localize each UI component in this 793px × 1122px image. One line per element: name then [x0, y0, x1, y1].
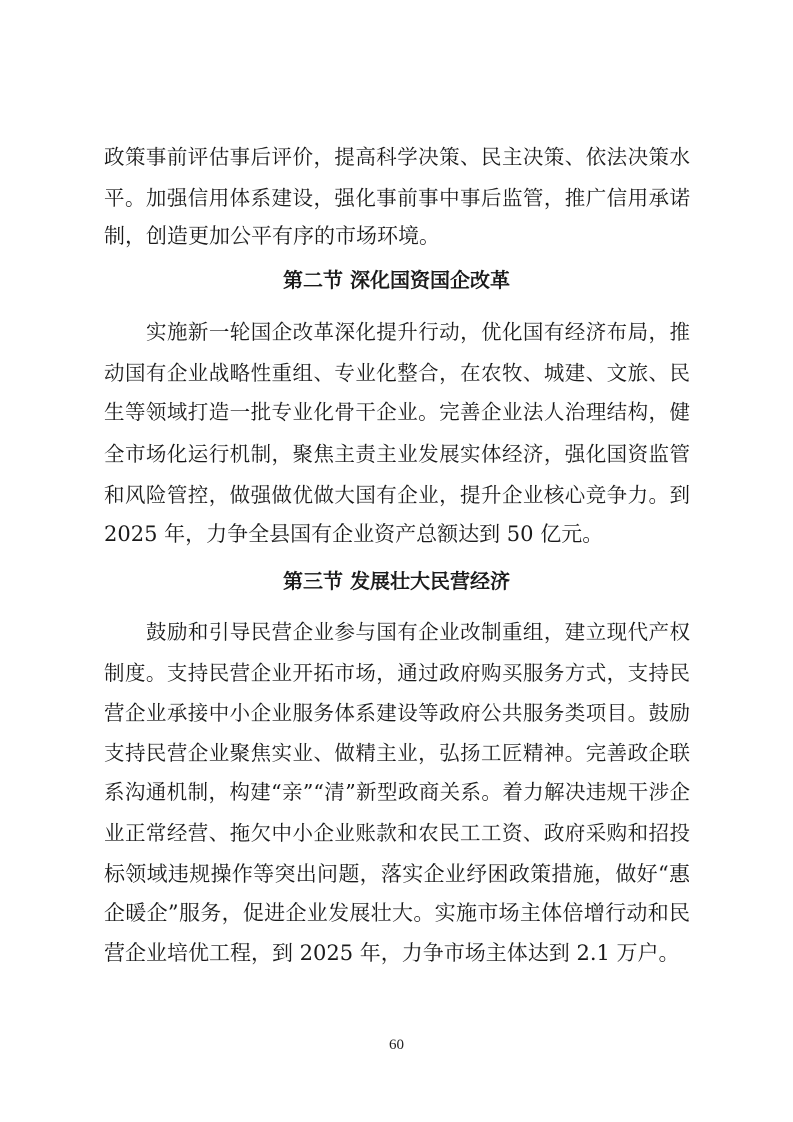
paragraph-line: 营企业承接中小企业服务体系建设等政府公共服务类项目。鼓励: [104, 701, 690, 725]
page-number: 60: [389, 1037, 404, 1053]
paragraph-line: 业正常经营、拖欠中小企业账款和农民工工资、政府采购和招投: [104, 821, 690, 845]
paragraph-line: 制度。支持民营企业开拓市场，通过政府购买服务方式，支持民: [104, 661, 690, 685]
paragraph-line: 标领域违规操作等突出问题，落实企业纾困政策措施，做好“惠: [104, 862, 690, 886]
paragraph-line: 2025 年，力争全县国有企业资产总额达到 50 亿元。: [104, 522, 604, 546]
paragraph-line: 平。加强信用体系建设，强化事前事中事后监管，推广信用承诺: [104, 186, 690, 210]
paragraph-line: 系沟通机制，构建“亲”“清”新型政商关系。着力解决违规干涉企: [104, 780, 690, 804]
section-heading: 第二节 深化国资国企改革: [283, 268, 510, 292]
paragraph-line: 支持民营企业聚焦实业、做精主业，弘扬工匠精神。完善政企联: [104, 741, 690, 765]
paragraph-line: 营企业培优工程，到 2025 年，力争市场主体达到 2.1 万户。: [104, 941, 680, 965]
paragraph-line: 实施新一轮国企改革深化提升行动，优化国有经济布局，推: [146, 320, 690, 344]
paragraph-line: 生等领域打造一批专业化骨干企业。完善企业法人治理结构，健: [104, 400, 690, 424]
paragraph-line: 和风险管控，做强做优做大国有企业，提升企业核心竞争力。到: [104, 483, 690, 507]
paragraph-line: 动国有企业战略性重组、专业化整合，在农牧、城建、文旅、民: [104, 361, 690, 385]
paragraph-line: 政策事前评估事后评价，提高科学决策、民主决策、依法决策水: [104, 145, 690, 169]
paragraph-line: 制，创造更加公平有序的市场环境。: [104, 224, 440, 248]
paragraph-line: 鼓励和引导民营企业参与国有企业改制重组，建立现代产权: [146, 620, 690, 644]
paragraph-line: 全市场化运行机制，聚焦主责主业发展实体经济，强化国资监管: [104, 442, 690, 466]
section-heading: 第三节 发展壮大民营经济: [283, 569, 510, 593]
paragraph-line: 企暖企”服务，促进企业发展壮大。实施市场主体倍增行动和民: [104, 901, 690, 925]
